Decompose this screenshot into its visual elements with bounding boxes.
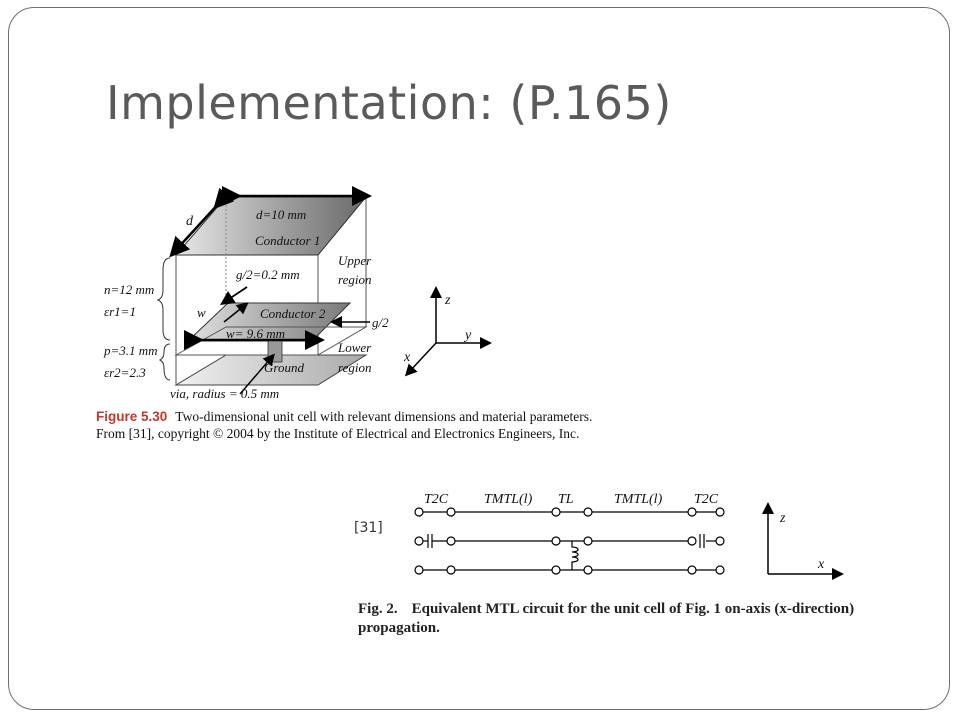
label-tl: TL [558,492,574,507]
label-conductor-2: Conductor 2 [260,306,326,321]
label-n: n=12 mm [104,282,155,297]
label-w-dim: w= 9.6 mm [226,326,285,341]
axis-z-label: z [445,293,451,308]
label-via: via, radius = 0.5 mm [170,386,280,401]
label-ground: Ground [264,360,304,375]
axes-2d [768,508,838,574]
axis-y-label: y [465,328,472,343]
axis2-z-label: z [780,511,786,526]
axes-3d [403,292,486,372]
upper-region-line1: Upper [338,253,372,268]
label-upper-region [338,253,374,287]
label-tmtl-right: TMTL(l) [614,492,663,507]
label-eps-r2: εr2=2.3 [104,365,146,380]
axis2-x-label: x [818,557,825,572]
slide-title: Implementation: (P.165) [106,76,672,130]
label-t2c-right: T2C [694,492,719,507]
figure-5-30-label: Figure 5.30 [96,409,168,424]
figure-5-30-text: Two-dimensional unit cell with relevant dimensions and material parameters. From [31], copyright © 2004 by the Institute of Electrical and Electronics Engineers, Inc. [96,409,593,441]
axis-x-label: x [404,350,411,365]
label-d-top: d=10 mm [256,207,307,222]
label-g2: g/2 [372,315,389,330]
label-tmtl-left: TMTL(l) [484,492,533,507]
reference-label: [31] [354,520,383,536]
label-d-side: d [186,214,193,229]
label-p: p=3.1 mm [104,343,158,358]
mtl-circuit [415,508,724,574]
upper-region-line2: region [338,272,372,287]
label-conductor-1: Conductor 1 [255,233,321,248]
label-t2c-left: T2C [424,492,449,507]
lower-region-line2: region [338,360,372,375]
label-g-half: g/2=0.2 mm [236,267,300,282]
fig-2-caption [358,600,918,638]
label-w: w [197,305,206,320]
lower-region-line1: Lower [338,340,372,355]
figure-5-30-caption [96,408,616,442]
fig-2-text: Equivalent MTL circuit for the unit cell of Fig. 1 on-axis (x-direction) propagation. [358,601,855,636]
fig-2-label: Fig. 2. [358,601,398,617]
label-eps-r1: εr1=1 [104,304,136,319]
